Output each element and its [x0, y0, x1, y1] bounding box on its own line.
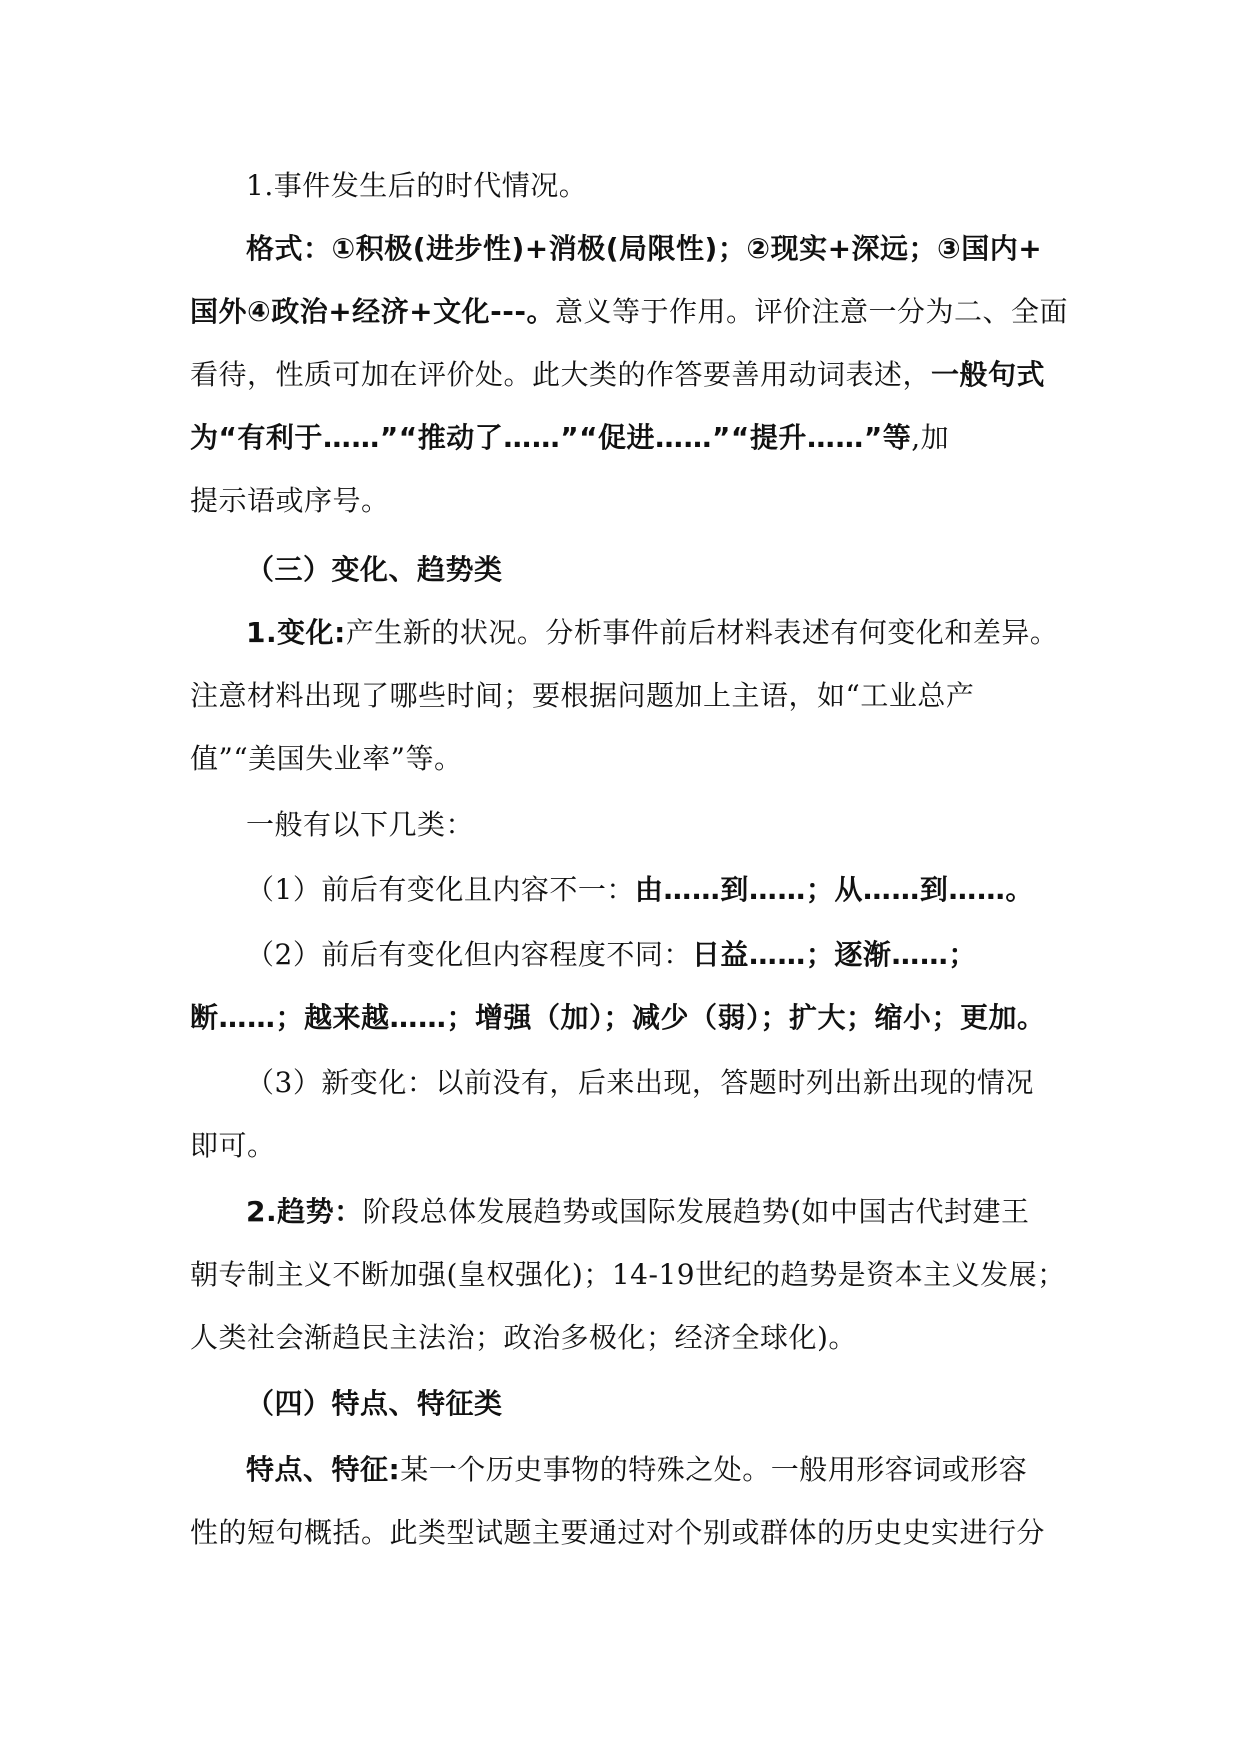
- paragraph-line: [246, 1063, 1034, 1103]
- bold-text: 格式：①积极(进步性)+消极(局限性)；②现实+深远；③国内+: [246, 232, 1043, 265]
- section-heading: [246, 550, 503, 590]
- paragraph-line: [190, 481, 390, 521]
- text: 1.事件发生后的时代情况。: [246, 169, 588, 202]
- paragraph-line: [190, 355, 1045, 395]
- bold-text: 国外④政治+经济+文化---。: [190, 295, 555, 328]
- text: 产生新的状况。分析事件前后材料表述有何变化和差异。: [345, 616, 1059, 649]
- paragraph-line: [190, 418, 949, 458]
- text: 某一个历史事物的特殊之处。一般用形容词或形容: [400, 1453, 1028, 1486]
- bold-text: 一般句式: [931, 358, 1046, 391]
- paragraph-line: [246, 805, 474, 845]
- text: 人类社会渐趋民主法治；政治多极化；经济全球化)。: [190, 1321, 857, 1354]
- bold-text: 等: [882, 421, 912, 454]
- paragraph-line: [246, 870, 1034, 910]
- paragraph-line: [246, 1192, 1030, 1232]
- text: 阶段总体发展趋势或国际发展趋势(如中国古代封建王: [362, 1195, 1030, 1228]
- bold-text: 为“有利于……”“推动了……”“促进……”“提升……”: [190, 421, 883, 454]
- paragraph-line: [246, 1450, 1027, 1490]
- text: ,加: [911, 421, 950, 454]
- text: （1）前后有变化且内容不一：: [246, 873, 635, 906]
- bold-text: 由……到……；从……到……。: [634, 873, 1034, 906]
- paragraph-line: [190, 1318, 857, 1358]
- section-heading: [246, 1384, 503, 1424]
- text: 提示语或序号。: [190, 484, 390, 517]
- paragraph-line: [190, 1513, 1045, 1553]
- paragraph-line: [190, 1126, 276, 1166]
- paragraph-line: [246, 229, 1042, 269]
- text: 朝专制主义不断加强(皇权强化)；14-19世纪的趋势是资本主义发展；: [190, 1258, 1066, 1291]
- text: （2）前后有变化但内容程度不同：: [246, 938, 692, 971]
- bold-text: 2.趋势：: [246, 1195, 363, 1228]
- bold-text: 日益……；逐渐……；: [691, 938, 977, 971]
- heading-text: （三）变化、趋势类: [246, 553, 503, 586]
- paragraph-line: [190, 739, 462, 779]
- text: 一般有以下几类：: [246, 808, 475, 841]
- paragraph-line: [246, 613, 1058, 653]
- paragraph-line: [190, 998, 1046, 1038]
- paragraph-line: [246, 935, 977, 975]
- bold-text: 特点、特征:: [246, 1453, 401, 1486]
- text: 性的短句概括。此类型试题主要通过对个别或群体的历史史实进行分: [190, 1516, 1046, 1549]
- text: 即可。: [190, 1129, 276, 1162]
- text: 注意材料出现了哪些时间；要根据问题加上主语，如“工业总产: [190, 679, 975, 712]
- bold-text: 断……；越来越……；增强（加）；减少（弱）；扩大；缩小；更加。: [190, 1001, 1046, 1034]
- paragraph-line: [190, 1255, 1066, 1295]
- text: 值”“美国失业率”等。: [190, 742, 463, 775]
- paragraph-line: [190, 292, 1068, 332]
- paragraph-line: [190, 676, 974, 716]
- text: 看待，性质可加在评价处。此大类的作答要善用动词表述，: [190, 358, 932, 391]
- heading-text: （四）特点、特征类: [246, 1387, 503, 1420]
- paragraph-line: [246, 166, 587, 206]
- text: 意义等于作用。评价注意一分为二、全面: [555, 295, 1069, 328]
- bold-text: 1.变化:: [246, 616, 346, 649]
- text: （3）新变化：以前没有，后来出现，答题时列出新出现的情况: [246, 1066, 1034, 1099]
